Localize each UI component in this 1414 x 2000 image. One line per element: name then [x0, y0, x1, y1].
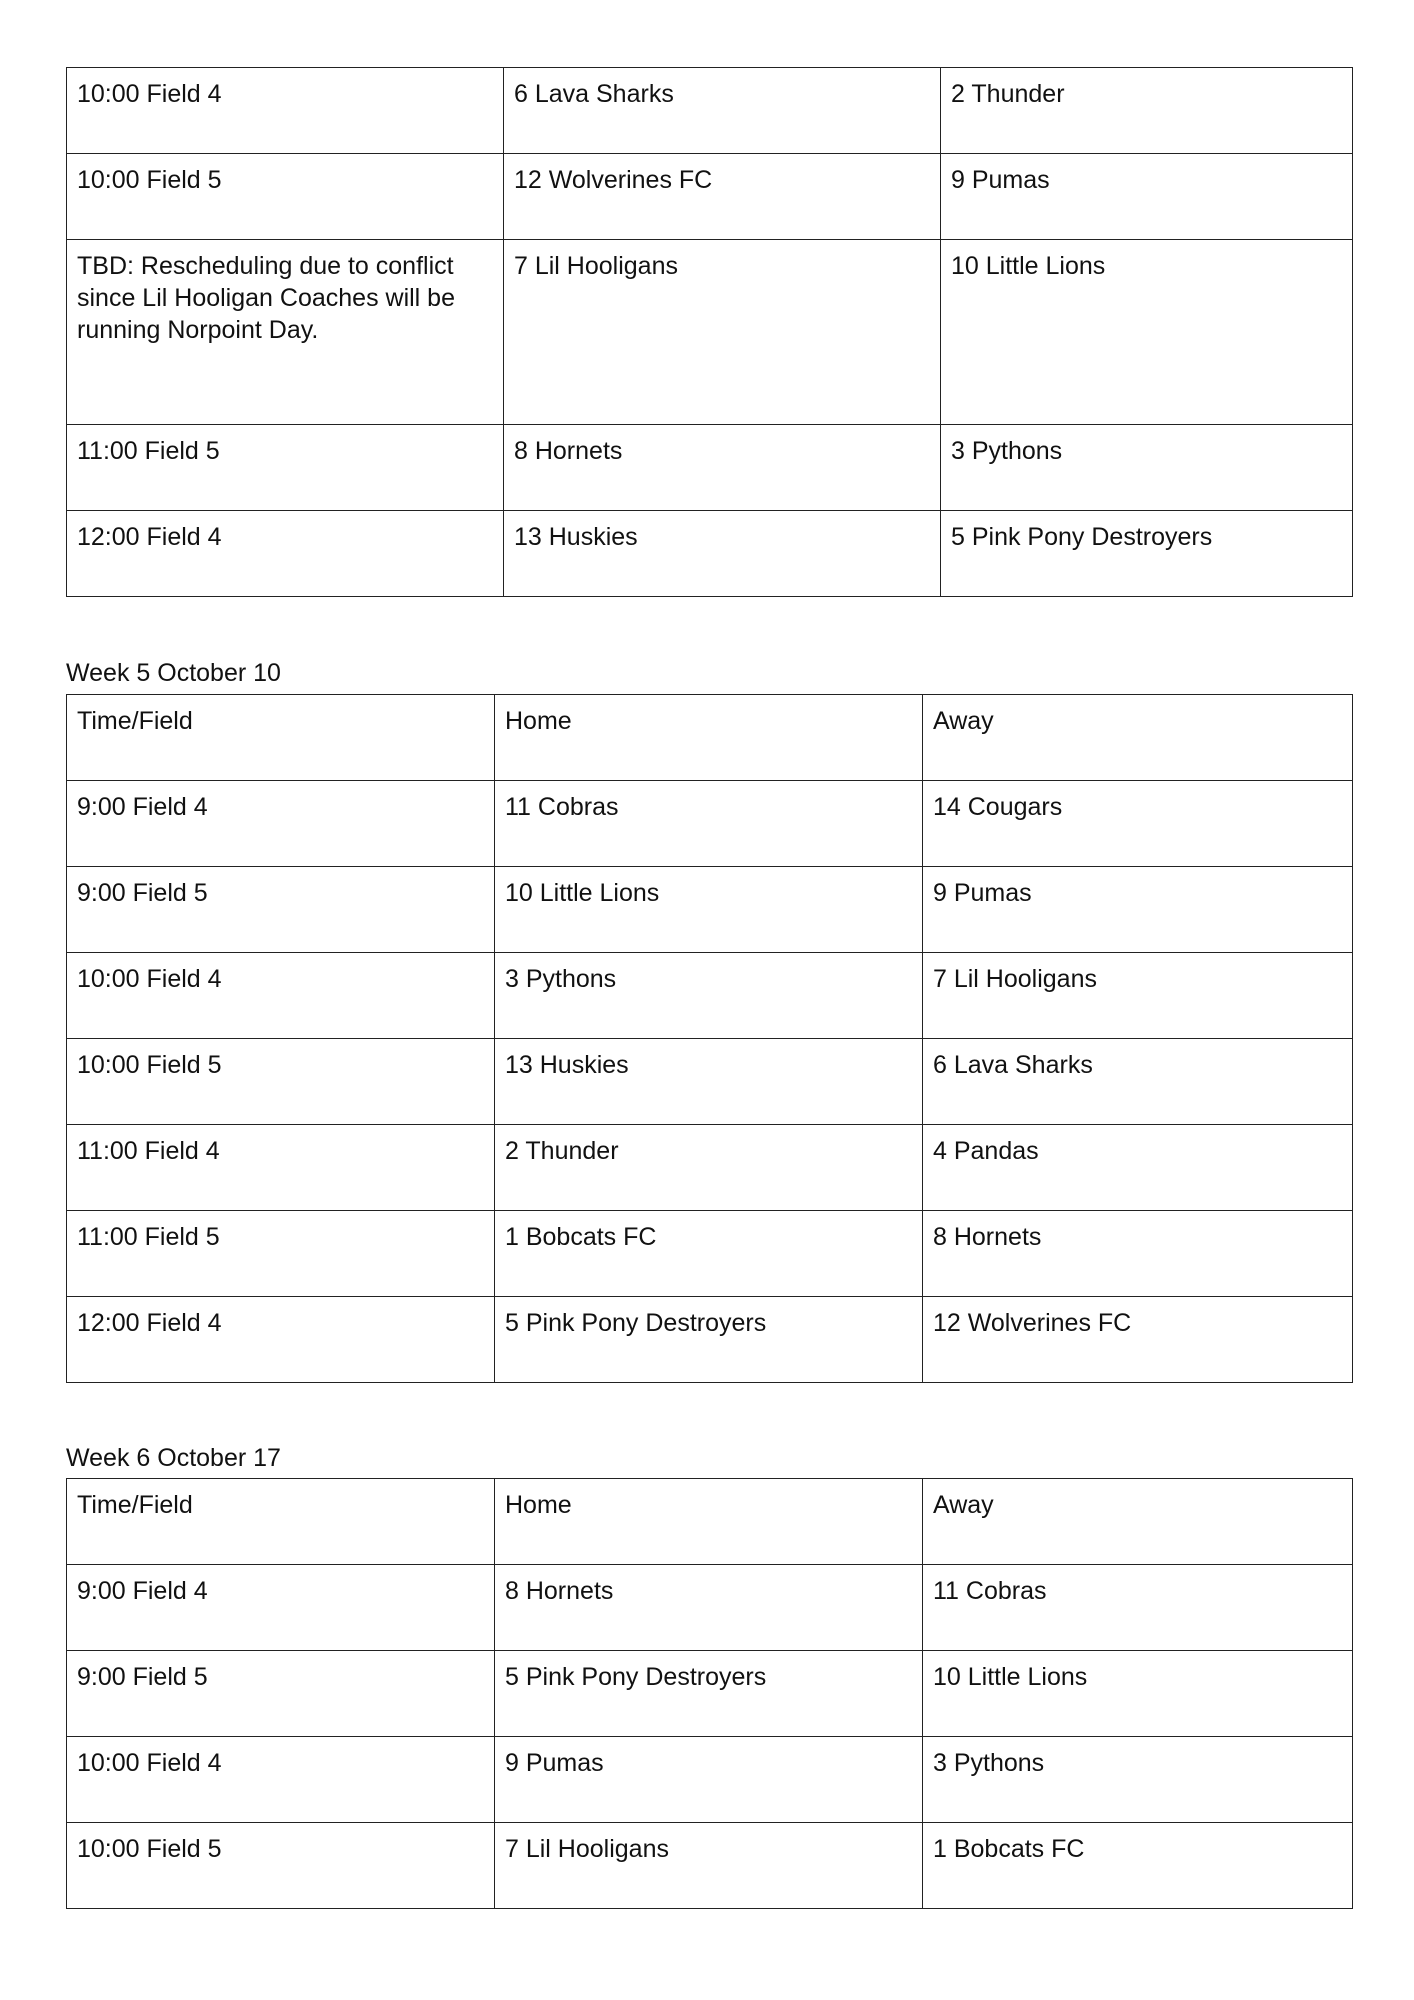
time-field-cell: 10:00 Field 5: [67, 1039, 495, 1125]
time-field-cell: 9:00 Field 5: [67, 1651, 495, 1737]
home-team-cell: 12 Wolverines FC: [504, 154, 941, 240]
week-6-title: Week 6 October 17: [66, 1444, 281, 1472]
time-field-cell: TBD: Rescheduling due to conflict since Lil Hooligan Coaches will be running Norpoint Day.: [67, 240, 504, 425]
time-field-cell: 11:00 Field 5: [67, 1211, 495, 1297]
home-team-cell: 9 Pumas: [495, 1737, 923, 1823]
column-header: Home: [495, 695, 923, 781]
away-team-cell: 14 Cougars: [923, 781, 1353, 867]
home-team-cell: 13 Huskies: [495, 1039, 923, 1125]
away-team-cell: 1 Bobcats FC: [923, 1823, 1353, 1909]
away-team-cell: 9 Pumas: [941, 154, 1353, 240]
time-field-cell: 11:00 Field 5: [67, 425, 504, 511]
home-team-cell: 3 Pythons: [495, 953, 923, 1039]
home-team-cell: 8 Hornets: [495, 1565, 923, 1651]
week-5-schedule-table: [66, 694, 1353, 1383]
header-row: [67, 1479, 1353, 1565]
week-6-schedule-table: [66, 1478, 1353, 1909]
table-row: [67, 68, 1353, 154]
away-team-cell: 5 Pink Pony Destroyers: [941, 511, 1353, 597]
time-field-cell: 10:00 Field 4: [67, 953, 495, 1039]
column-header: Home: [495, 1479, 923, 1565]
time-field-cell: 9:00 Field 5: [67, 867, 495, 953]
away-team-cell: 8 Hornets: [923, 1211, 1353, 1297]
time-field-cell: 11:00 Field 4: [67, 1125, 495, 1211]
home-team-cell: 5 Pink Pony Destroyers: [495, 1297, 923, 1383]
home-team-cell: 2 Thunder: [495, 1125, 923, 1211]
away-team-cell: 12 Wolverines FC: [923, 1297, 1353, 1383]
table-row: [67, 953, 1353, 1039]
away-team-cell: 10 Little Lions: [923, 1651, 1353, 1737]
table-row: [67, 1211, 1353, 1297]
column-header: Time/Field: [67, 695, 495, 781]
time-field-cell: 10:00 Field 5: [67, 154, 504, 240]
table-row: [67, 1125, 1353, 1211]
away-team-cell: 11 Cobras: [923, 1565, 1353, 1651]
time-field-cell: 10:00 Field 5: [67, 1823, 495, 1909]
time-field-cell: 9:00 Field 4: [67, 1565, 495, 1651]
home-team-cell: 11 Cobras: [495, 781, 923, 867]
home-team-cell: 7 Lil Hooligans: [504, 240, 941, 425]
away-team-cell: 7 Lil Hooligans: [923, 953, 1353, 1039]
home-team-cell: 5 Pink Pony Destroyers: [495, 1651, 923, 1737]
schedule-table-continued: [66, 67, 1353, 597]
time-field-cell: 10:00 Field 4: [67, 1737, 495, 1823]
away-team-cell: 3 Pythons: [923, 1737, 1353, 1823]
away-team-cell: 3 Pythons: [941, 425, 1353, 511]
column-header: Away: [923, 695, 1353, 781]
time-field-cell: 10:00 Field 4: [67, 68, 504, 154]
home-team-cell: 6 Lava Sharks: [504, 68, 941, 154]
away-team-cell: 4 Pandas: [923, 1125, 1353, 1211]
away-team-cell: 2 Thunder: [941, 68, 1353, 154]
table-row: [67, 1565, 1353, 1651]
column-header: Away: [923, 1479, 1353, 1565]
column-header: Time/Field: [67, 1479, 495, 1565]
table-row: [67, 1823, 1353, 1909]
table-row: [67, 425, 1353, 511]
table-row: [67, 1737, 1353, 1823]
time-field-cell: 12:00 Field 4: [67, 511, 504, 597]
away-team-cell: 6 Lava Sharks: [923, 1039, 1353, 1125]
home-team-cell: 13 Huskies: [504, 511, 941, 597]
table-row: [67, 154, 1353, 240]
home-team-cell: 1 Bobcats FC: [495, 1211, 923, 1297]
table-row: [67, 1297, 1353, 1383]
away-team-cell: 10 Little Lions: [941, 240, 1353, 425]
time-field-cell: 12:00 Field 4: [67, 1297, 495, 1383]
home-team-cell: 8 Hornets: [504, 425, 941, 511]
table-row: [67, 867, 1353, 953]
table-row: [67, 781, 1353, 867]
header-row: [67, 695, 1353, 781]
table-row: [67, 1039, 1353, 1125]
home-team-cell: 7 Lil Hooligans: [495, 1823, 923, 1909]
table-row: [67, 1651, 1353, 1737]
time-field-cell: 9:00 Field 4: [67, 781, 495, 867]
home-team-cell: 10 Little Lions: [495, 867, 923, 953]
away-team-cell: 9 Pumas: [923, 867, 1353, 953]
table-row: [67, 240, 1353, 425]
week-5-title: Week 5 October 10: [66, 659, 281, 687]
table-row: [67, 511, 1353, 597]
